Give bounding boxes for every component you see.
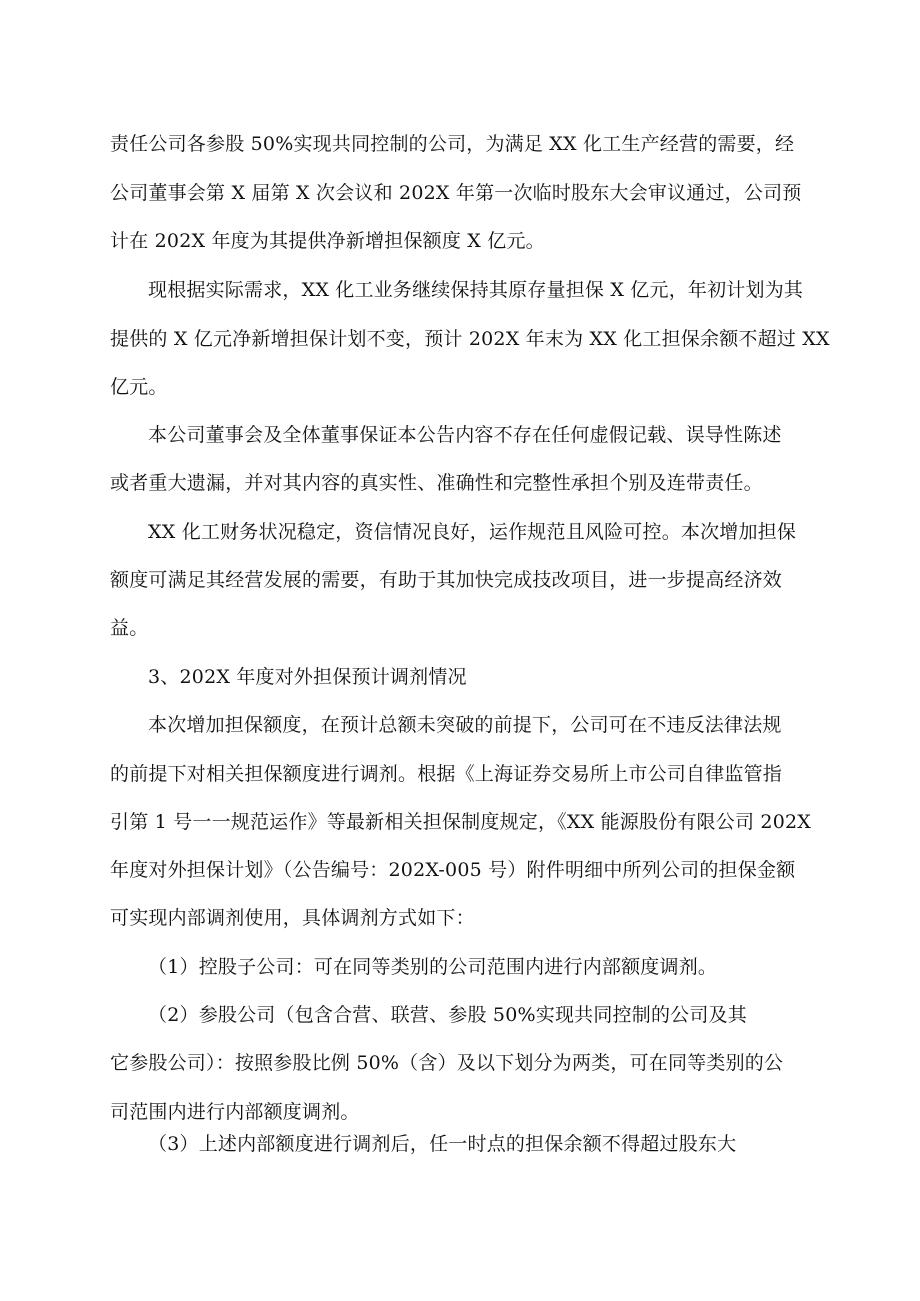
paragraph-line: 引第 1 号一一规范运作》等最新相关担保制度规定，《XX 能源股份有限公司 202X [110, 811, 811, 833]
paragraph-line: 的前提下对相关担保额度进行调剂。根据《上海证券交易所上市公司自律监管指 [110, 763, 783, 785]
paragraph-line: 可实现内部调剂使用，具体调剂方式如下： [110, 907, 475, 929]
paragraph-line: 本次增加担保额度，在预计总额未突破的前提下，公司可在不违反法律法规 [148, 714, 782, 736]
paragraph-line: 本公司董事会及全体董事保证本公告内容不存在任何虚假记载、误导性陈述 [148, 424, 782, 446]
paragraph-line: 亿元。 [110, 376, 168, 398]
list-item-continuation: 它参股公司）：按照参股比例 50%（含）及以下划分为两类，可在同等类别的公 [110, 1052, 784, 1074]
paragraph-line: 提供的 X 亿元净新增担保计划不变，预计 202X 年末为 XX 化工担保余额不超过 XX [110, 328, 830, 350]
paragraph-line: 公司董事会第 X 届第 X 次会议和 202X 年第一次临时股东大会审议通过，公司预 [110, 182, 802, 204]
paragraph-line: 年度对外担保计划》（公告编号：202X-005 号）附件明细中所列公司的担保金额 [110, 859, 796, 881]
paragraph-line: 现根据实际需求，XX 化工业务继续保持其原存量担保 X 亿元，年初计划为其 [148, 279, 804, 301]
list-item: （2）参股公司（包含合营、联营、参股 50%实现共同控制的公司及其 [148, 1004, 747, 1026]
paragraph-line: 计在 202X 年度为其提供净新增担保额度 X 亿元。 [110, 230, 545, 252]
list-item: （3）上述内部额度进行调剂后，任一时点的担保余额不得超过股东大 [148, 1133, 737, 1155]
list-item-continuation: 司范围内进行内部额度调剂。 [110, 1101, 360, 1123]
paragraph-line: 益。 [110, 617, 149, 639]
paragraph-line: XX 化工财务状况稳定，资信情况良好，运作规范且风险可控。本次增加担保 [148, 521, 797, 543]
list-item: （1）控股子公司：可在同等类别的公司范围内进行内部额度调剂。 [148, 956, 718, 978]
section-heading: 3、202X 年度对外担保预计调剂情况 [148, 666, 467, 688]
paragraph-line: 责任公司各参股 50%实现共同控制的公司，为满足 XX 化工生产经营的需要，经 [110, 133, 795, 155]
paragraph-line: 或者重大遗漏，并对其内容的真实性、准确性和完整性承担个别及连带责任。 [110, 472, 763, 494]
paragraph-line: 额度可满足其经营发展的需要，有助于其加快完成技改项目，进一步提高经济效 [110, 569, 783, 591]
